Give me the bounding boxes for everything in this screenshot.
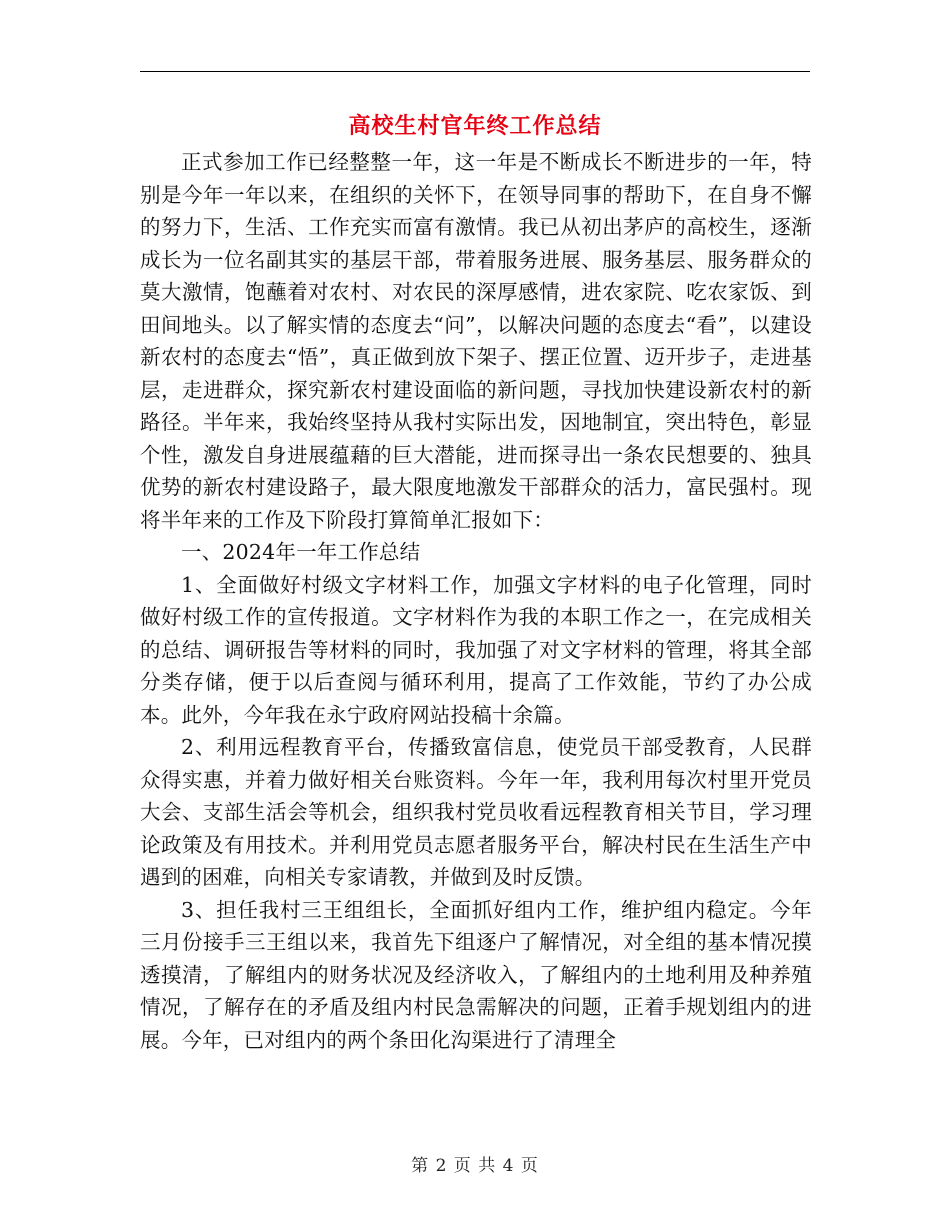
page-footer: [0, 1154, 950, 1178]
header-rule: [140, 71, 810, 72]
paragraph-item-2: 2、利用远程教育平台，传播致富信息，使党员干部受教育，人民群众得实惠，并着力做好相关台账资料。今年一年，我利用每次村里开党员大会、支部生活会等机会，组织我村党员收看远程教育相关节目，学习理论政策及有用技术。并利用党员志愿者服务平台，解决村民在生活生产中遇到的困难，向相关专家请教，并做到及时反馈。: [140, 735, 812, 889]
footer-of-word: 共: [478, 1156, 497, 1176]
footer-prefix: 第: [411, 1156, 430, 1176]
paragraph-item-3: 3、担任我村三王组组长，全面抓好组内工作，维护组内稳定。今年三月份接手三王组以来，我首先下组逐户了解情况，对全组的基本情况摸透摸清，了解组内的财务状况及经济收入，了解组内的土地利用及种养殖情况，了解存在的矛盾及组内村民急需解决的问题，正着手规划组内的进展。今年，已对组内的两个条田化沟渠进行了清理全: [140, 897, 812, 1052]
document-body: [140, 146, 812, 1056]
paragraph-item-1: 1、全面做好村级文字材料工作，加强文字材料的电子化管理，同时做好村级工作的宣传报道。文字材料作为我的本职工作之一，在完成相关的总结、调研报告等材料的同时，我加强了对文字材料的管理，将其全部分类存储，便于以后查阅与循环利用，提高了工作效能，节约了办公成本。此外，今年我在永宁政府网站投稿十余篇。: [140, 572, 812, 727]
footer-page-word: 页: [453, 1156, 472, 1176]
document-title: 高校生村官年终工作总结: [348, 113, 602, 139]
section-heading: 一、2024年一年工作总结: [181, 540, 421, 564]
footer-suffix: 页: [520, 1156, 539, 1176]
footer-total-pages: 4: [502, 1156, 515, 1176]
footer-page-number: 2: [435, 1156, 448, 1176]
paragraph-intro: 正式参加工作已经整整一年，这一年是不断成长不断进步的一年，特别是今年一年以来，在组织的关怀下，在领导同事的帮助下，在自身不懈的努力下，生活、工作充实而富有激情。我已从初出茅庐的高校生，逐渐成长为一位名副其实的基层干部，带着服务进展、服务基层、服务群众的莫大激情，饱蘸着对农村、对农民的深厚感情，进农家院、吃农家饭、到田间地头。以了解实情的态度去“问”，以解决问题的态度去“看”，以建设新农村的态度去“悟”，真正做到放下架子、摆正位置、迈开步子，走进基层，走进群众，探究新农村建设面临的新问题，寻找加快建设新农村的新路径。半年来，我始终坚持从我村实际出发，因地制宜，突出特色，彰显个性，激发自身进展蕴藉的巨大潜能，进而探寻出一条农民想要的、独具优势的新农村建设路子，最大限度地激发干部群众的活力，富民强村。现将半年来的工作及下阶段打算简单汇报如下：: [140, 150, 812, 532]
